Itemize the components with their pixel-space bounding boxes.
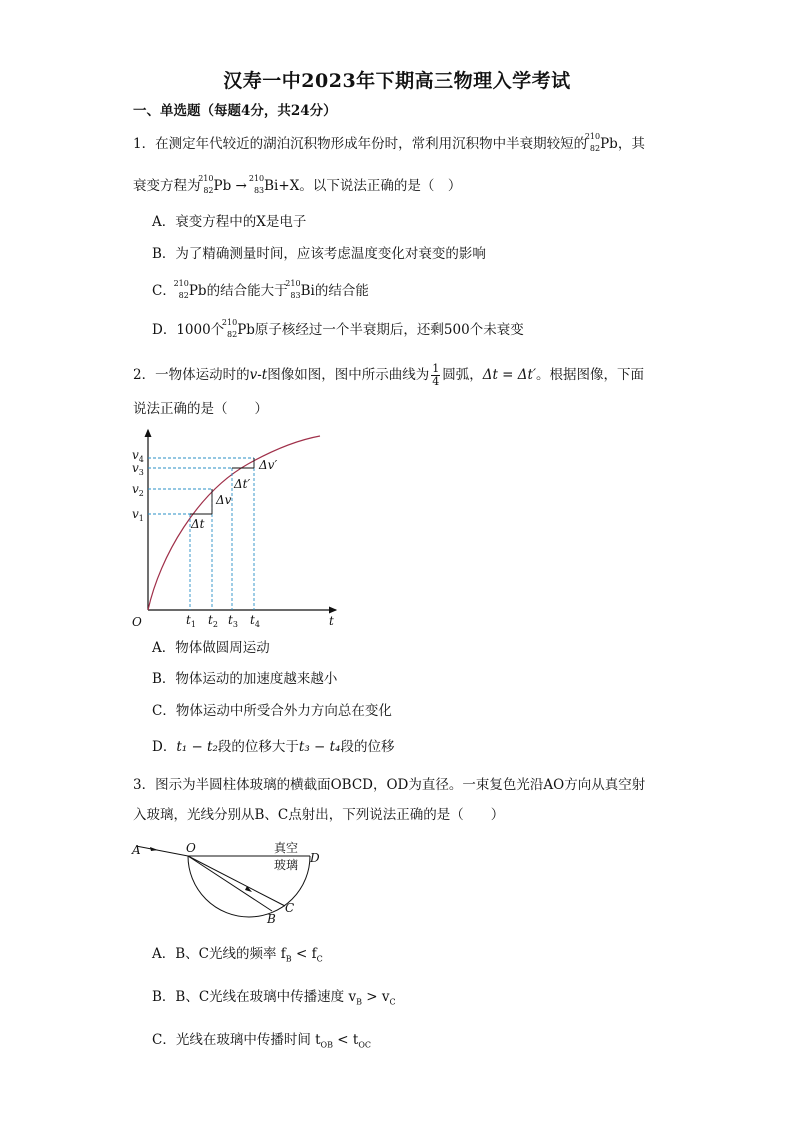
bi-symbol: Bi	[300, 283, 315, 299]
fraction-quarter	[431, 363, 440, 388]
arrow: →	[235, 178, 247, 194]
charge-number: 82	[227, 330, 238, 339]
delta-t-equation: Δt = Δt′	[482, 367, 537, 383]
nuclide-bi	[285, 279, 301, 301]
mass-number: 210	[248, 174, 265, 183]
subscript: B	[285, 954, 292, 964]
q1-text-d: 。以下说法正确的是（ ）	[299, 178, 462, 194]
option-text: A．B、C光线的频率 f	[152, 946, 286, 962]
q1-option-b: B．为了精确测量时间，应该考虑温度变化对衰变的影响	[152, 246, 486, 262]
v3-label: $v_3$	[132, 461, 144, 477]
charge-number: 82	[203, 186, 214, 195]
q3-line1: 3．图示为半圆柱体玻璃的横截面OBCD，OD为直径。一束复色光沿AO方向从真空射	[133, 777, 646, 793]
delta-t-prime-label: Δt′	[234, 477, 251, 491]
nuclide-pb	[584, 132, 601, 154]
incident-ray	[136, 846, 188, 856]
label-c: C	[285, 901, 295, 915]
vt-symbol: v-t	[249, 367, 268, 383]
mass-number: 210	[198, 174, 214, 183]
option-text: < t	[332, 1032, 359, 1048]
fraction-numerator: 1	[432, 362, 440, 375]
option-text: 的结合能	[314, 283, 369, 299]
option-text: < f	[291, 946, 317, 962]
option-letter: D．	[152, 739, 177, 755]
option-text: B．B、C光线在玻璃中传播速度 v	[152, 989, 357, 1005]
pb-symbol: Pb	[213, 178, 232, 194]
nuclide-pb	[173, 279, 189, 301]
mass-number: 210	[285, 279, 301, 288]
nuclide-pb	[221, 318, 238, 340]
option-text: 的结合能大于	[206, 283, 288, 299]
subscript: C	[389, 997, 396, 1007]
option-text: 段的位移大于	[217, 739, 299, 755]
subscript: OC	[358, 1040, 371, 1050]
q1-text-b: ，其	[617, 136, 645, 152]
mass-number: 210	[584, 132, 601, 141]
vt-graph	[128, 424, 348, 630]
q1-option-d	[152, 320, 524, 340]
q3-line2: 入玻璃，光线分别从B、C点射出，下列说法正确的是（ ）	[133, 807, 505, 823]
option-text: > v	[361, 989, 390, 1005]
pb-symbol: Pb	[600, 136, 618, 152]
label-glass: 玻璃	[274, 858, 299, 872]
t3-label: $t_3$	[228, 613, 238, 629]
q1-text-c: 衰变方程为	[133, 178, 201, 194]
t1-label: $t_1$	[186, 613, 196, 629]
q2-text: 。根据图像，下面	[536, 367, 645, 383]
q2-option-c: C．物体运动中所受合外力方向总在变化	[152, 703, 392, 719]
t4-label: $t_4$	[250, 613, 260, 629]
q2-text: 图像如图，图中所示曲线为	[267, 367, 430, 383]
mass-number: 210	[221, 318, 238, 327]
ray-oc	[188, 856, 285, 906]
v4-label: $v_4$	[132, 448, 144, 464]
subscript: OB	[320, 1040, 333, 1050]
charge-number: 83	[290, 291, 301, 300]
ray-ob	[188, 856, 272, 911]
segment-t3-t4: t₃ − t₄	[298, 739, 341, 755]
mass-number: 210	[173, 279, 189, 288]
option-text: 段的位移	[340, 739, 395, 755]
q1-option-a: A．衰变方程中的X是电子	[152, 214, 307, 230]
delta-t-label: Δt	[191, 517, 205, 531]
v1-label: $v_1$	[132, 507, 144, 523]
q1-text-a: 1．在测定年代较近的湖泊沉积物形成年份时，常利用沉积物中半衰期较短的	[133, 136, 588, 152]
q2-line1	[133, 363, 644, 388]
q2-text: 圆弧，	[442, 367, 483, 383]
q2-text: 2．一物体运动时的	[133, 367, 250, 383]
t-axis-label: t	[329, 614, 334, 628]
v2-label: $v_2$	[132, 482, 144, 498]
charge-number: 82	[178, 291, 189, 300]
option-text: C．光线在玻璃中传播时间 t	[152, 1032, 321, 1048]
q3-option-a	[152, 944, 323, 970]
label-vacuum: 真空	[274, 841, 299, 855]
nuclide-pb	[198, 174, 214, 196]
q2-option-b: B．物体运动的加速度越来越小	[152, 671, 338, 687]
x-part: +X	[278, 178, 300, 194]
charge-number: 82	[589, 144, 601, 153]
charge-number: 83	[253, 186, 265, 195]
pb-symbol: Pb	[237, 322, 255, 338]
glass-semicircle-diagram	[128, 834, 328, 926]
q3-option-b	[152, 987, 396, 1013]
bi-symbol: Bi	[264, 178, 279, 194]
option-text: 原子核经过一个半衰期后，还剩500个未衰变	[254, 322, 524, 338]
curve-arc	[148, 436, 320, 610]
label-a: A	[132, 843, 141, 857]
subscript: C	[316, 954, 323, 964]
delta-v-label: Δv	[216, 493, 232, 507]
q2-line2: 说法正确的是（ ）	[133, 401, 268, 417]
option-letter: C．	[152, 283, 176, 299]
label-o: O	[186, 841, 196, 855]
delta-v-prime-label: Δv′	[259, 458, 278, 472]
q1-line1	[133, 134, 645, 154]
pb-symbol: Pb	[188, 283, 207, 299]
label-d: D	[310, 851, 320, 865]
option-text: D．1000个	[152, 322, 225, 338]
origin-label: O	[132, 615, 142, 629]
q3-option-c	[152, 1030, 371, 1056]
subscript: B	[356, 997, 362, 1007]
q1-line2	[133, 176, 461, 196]
q1-option-c	[152, 281, 369, 301]
fraction-denominator: 4	[432, 375, 440, 388]
q2-option-a: A．物体做圆周运动	[152, 640, 270, 656]
t2-label: $t_2$	[208, 613, 218, 629]
nuclide-bi	[248, 174, 265, 196]
label-b: B	[267, 912, 276, 926]
q2-option-d	[152, 737, 394, 757]
segment-t1-t2: t₁ − t₂	[176, 739, 218, 755]
exam-title: 汉寿一中2023年下期高三物理入学考试	[223, 70, 571, 92]
section-heading: 一、单选题（每题4分，共24分）	[133, 103, 337, 119]
